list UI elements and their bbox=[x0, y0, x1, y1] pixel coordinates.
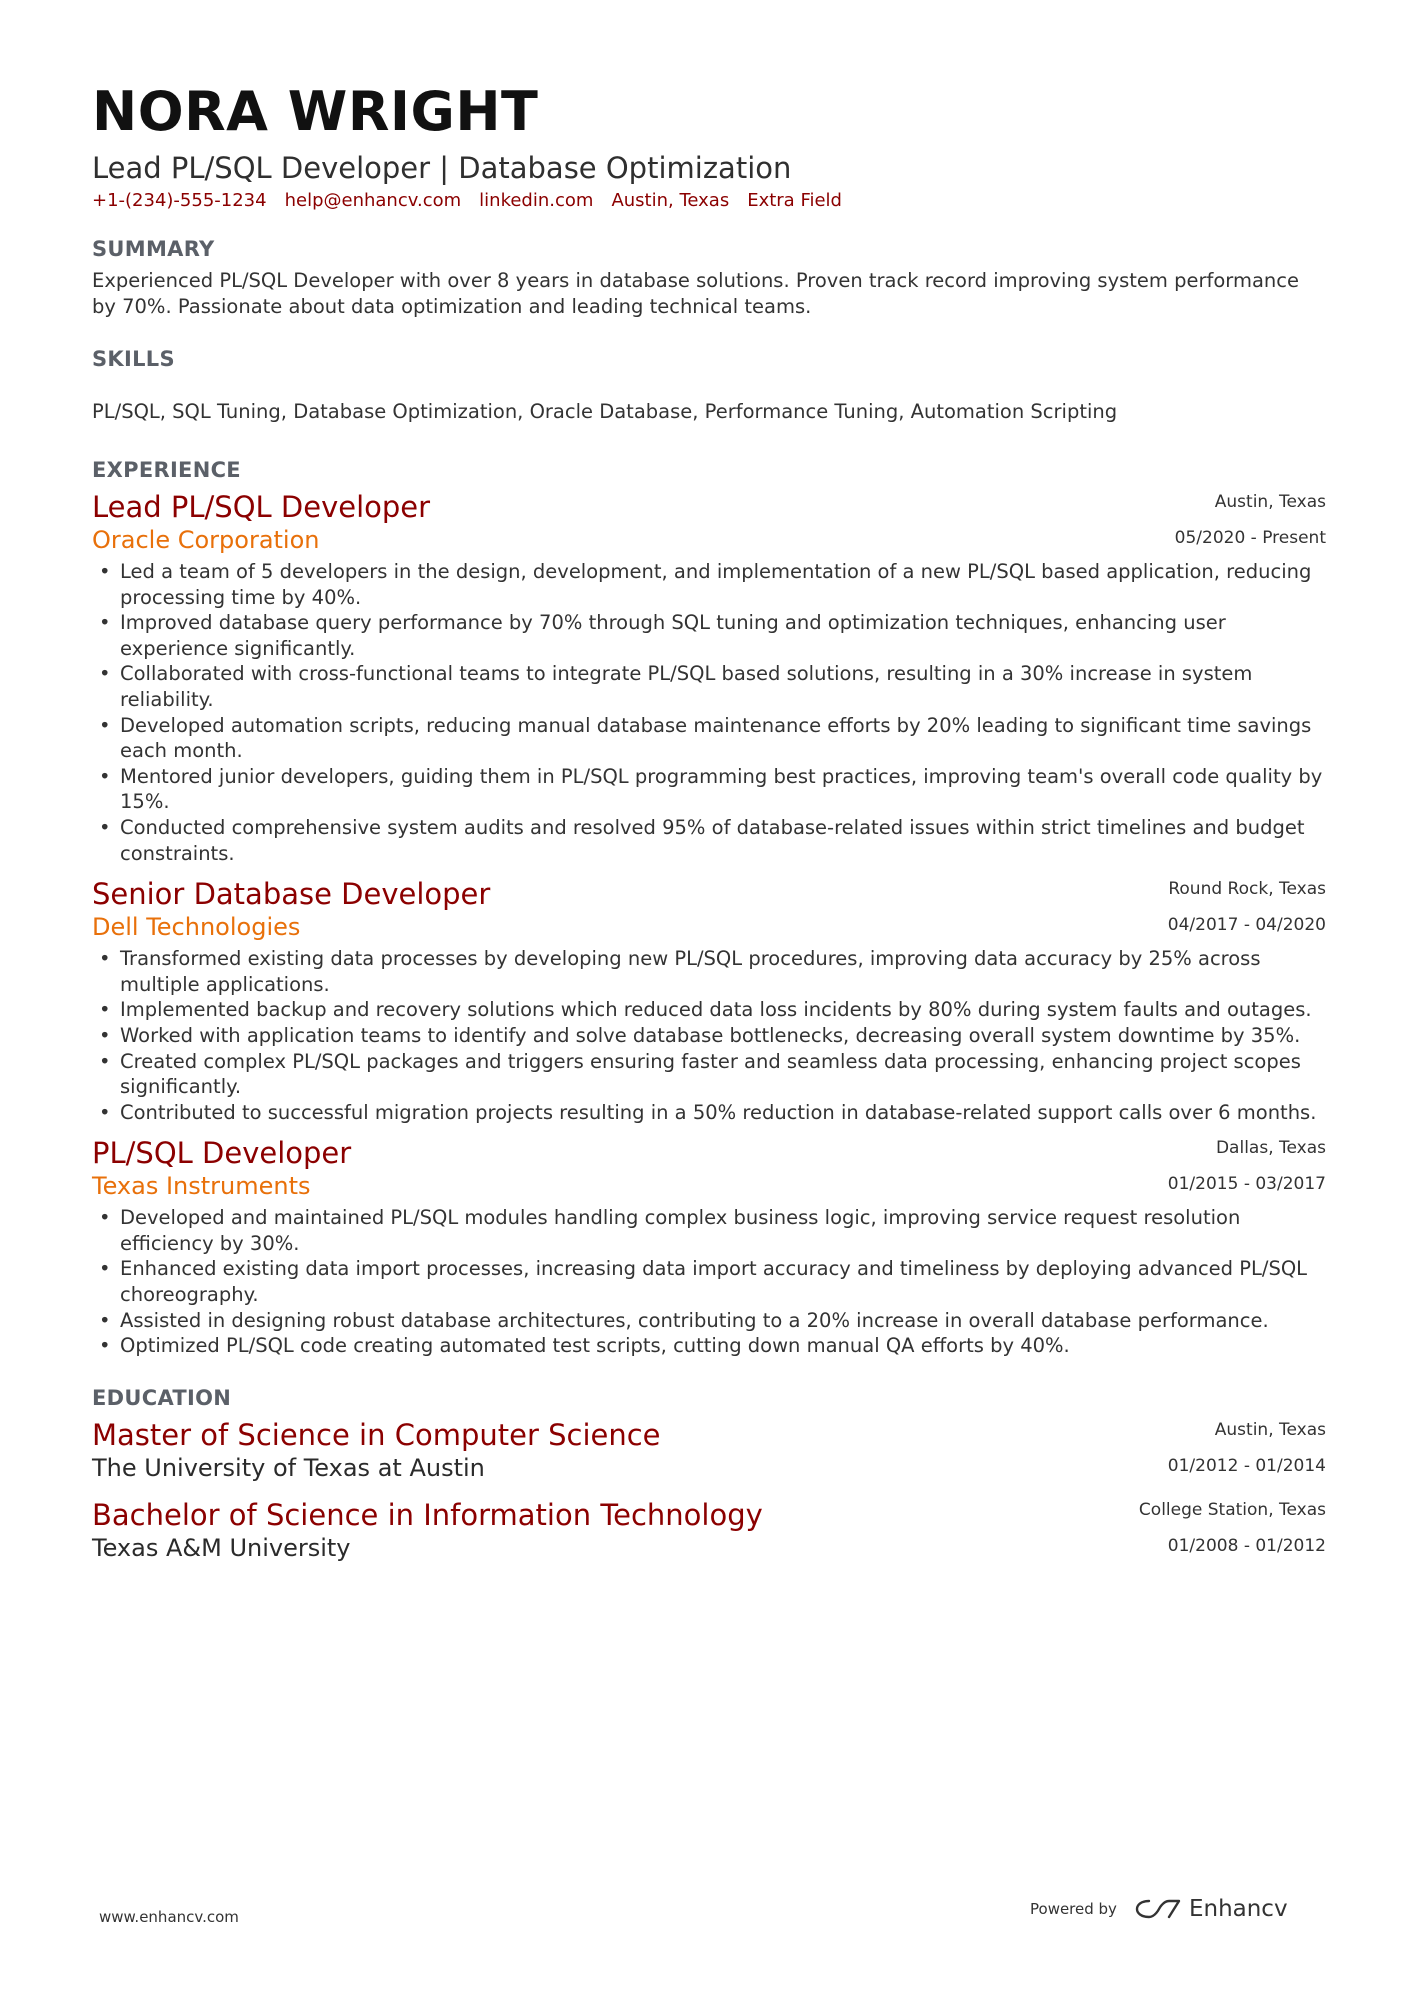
entry-header bbox=[92, 876, 1326, 942]
company-name: Oracle Corporation bbox=[92, 526, 320, 554]
section-title-education: EDUCATION bbox=[92, 1385, 232, 1410]
powered-by-label: Powered by bbox=[1030, 1900, 1117, 1918]
school-name: The University of Texas at Austin bbox=[92, 1453, 485, 1482]
bullet-item: • Contributed to successful migration projects resulting in a 50% reduction in database-related support calls over 6 months. bbox=[120, 1100, 1326, 1126]
entry-titles bbox=[92, 489, 430, 555]
bullet-item: • Led a team of 5 developers in the design, development, and implementation of a new PL/SQL based application, reducing processing time by 40%. bbox=[120, 559, 1326, 610]
entry-header bbox=[92, 1497, 1326, 1563]
company-name: Dell Technologies bbox=[92, 913, 301, 942]
contact-location: Austin, Texas bbox=[611, 190, 730, 211]
entry-header bbox=[92, 1417, 1326, 1483]
job-bullets bbox=[92, 946, 1326, 1125]
bullet-item: • Implemented backup and recovery solutions which reduced data loss incidents by 80% during system faults and outages. bbox=[120, 997, 1326, 1023]
job-location: Round Rock, Texas bbox=[1168, 879, 1326, 900]
summary-text: Experienced PL/SQL Developer with over 8 years in database solutions. Proven track record improving system performance by 70%. Passionate about data optimization and leading technical teams. bbox=[92, 269, 1299, 318]
school-location: College Station, Texas bbox=[1138, 1499, 1326, 1520]
job-location: Dallas, Texas bbox=[1215, 1138, 1326, 1159]
resume-page bbox=[92, 78, 1326, 1563]
entry-meta bbox=[1168, 876, 1326, 936]
footer-website[interactable]: www.enhancv.com bbox=[99, 1908, 239, 1926]
bullet-item: • Improved database query performance by 70% through SQL tuning and optimization techniques, enhancing user experience significantly. bbox=[120, 610, 1326, 661]
entry-meta bbox=[1168, 1135, 1326, 1195]
education-section bbox=[92, 1385, 1326, 1563]
job-title: Lead PL/SQL Developer bbox=[92, 490, 431, 524]
enhancv-logo-icon bbox=[1135, 1897, 1181, 1921]
summary-section bbox=[92, 236, 1326, 320]
headline: Lead PL/SQL Developer | Database Optimization bbox=[92, 151, 792, 185]
education-entry bbox=[92, 1417, 1326, 1483]
contact-email[interactable]: help@enhancv.com bbox=[284, 190, 462, 211]
school-dates: 01/2008 - 01/2012 bbox=[1167, 1535, 1326, 1556]
degree-title: Master of Science in Computer Science bbox=[92, 1417, 661, 1452]
school-name: Texas A&M University bbox=[92, 1533, 351, 1562]
education-entry bbox=[92, 1497, 1326, 1563]
school-location: Austin, Texas bbox=[1214, 1419, 1326, 1440]
bullet-item: • Developed automation scripts, reducing manual database maintenance efforts by 20% leading to significant time savings each month. bbox=[120, 713, 1326, 764]
bullet-item: • Enhanced existing data import processes, increasing data import accuracy and timeliness by deploying advanced PL/SQL choreography. bbox=[120, 1256, 1326, 1307]
entry-meta bbox=[1175, 489, 1326, 549]
bullet-item: • Conducted comprehensive system audits and resolved 95% of database-related issues within strict timelines and budget constraints. bbox=[120, 815, 1326, 866]
entry-titles bbox=[92, 1497, 763, 1563]
bullet-item: • Optimized PL/SQL code creating automated test scripts, cutting down manual QA efforts by 40%. bbox=[120, 1333, 1326, 1359]
brand-name: Enhancv bbox=[1188, 1896, 1288, 1922]
experience-section bbox=[92, 457, 1326, 1359]
entry-titles bbox=[92, 876, 490, 942]
section-title-summary: SUMMARY bbox=[92, 237, 215, 261]
job-title: PL/SQL Developer bbox=[92, 1136, 352, 1171]
skills-section bbox=[92, 346, 1326, 425]
experience-entry bbox=[92, 1135, 1326, 1359]
entry-meta bbox=[1168, 1417, 1326, 1477]
bullet-item: • Transformed existing data processes by developing new PL/SQL procedures, improving data accuracy by 25% across multiple applications. bbox=[120, 946, 1326, 997]
bullet-item: • Worked with application teams to identify and solve database bottlenecks, decreasing overall system downtime by 35%. bbox=[120, 1023, 1326, 1049]
entry-header bbox=[92, 1135, 1326, 1201]
footer-branding bbox=[1030, 1896, 1288, 1922]
contact-linkedin[interactable]: linkedin.com bbox=[479, 190, 594, 211]
bullet-item: • Mentored junior developers, guiding them in PL/SQL programming best practices, improving team's overall code quality by 15%. bbox=[120, 764, 1326, 815]
bullet-item: • Developed and maintained PL/SQL modules handling complex business logic, improving service request resolution efficiency by 30%. bbox=[120, 1205, 1326, 1256]
entry-meta bbox=[1139, 1497, 1326, 1557]
job-location: Austin, Texas bbox=[1214, 492, 1326, 512]
experience-entry bbox=[92, 489, 1326, 866]
bullet-item: • Created complex PL/SQL packages and triggers ensuring faster and seamless data processing, enhancing project scopes significantly. bbox=[120, 1049, 1326, 1100]
skills-text: PL/SQL, SQL Tuning, Database Optimization, Oracle Database, Performance Tuning, Automation Scripting bbox=[92, 400, 1118, 423]
contact-phone[interactable]: +1-(234)-555-1234 bbox=[92, 190, 267, 211]
brand-logo[interactable] bbox=[1135, 1896, 1288, 1922]
contact-extra: Extra Field bbox=[747, 190, 842, 211]
bullet-item: • Assisted in designing robust database architectures, contributing to a 20% increase in overall database performance. bbox=[120, 1308, 1326, 1334]
job-bullets bbox=[92, 559, 1326, 866]
entry-header bbox=[92, 489, 1326, 555]
school-dates: 01/2012 - 01/2014 bbox=[1167, 1455, 1326, 1476]
job-dates: 05/2020 - Present bbox=[1174, 528, 1326, 548]
experience-entry bbox=[92, 876, 1326, 1125]
section-title-skills: SKILLS bbox=[92, 347, 175, 371]
job-dates: 01/2015 - 03/2017 bbox=[1167, 1174, 1326, 1195]
job-bullets bbox=[92, 1205, 1326, 1359]
company-name: Texas Instruments bbox=[92, 1172, 311, 1201]
bullet-item: • Collaborated with cross-functional teams to integrate PL/SQL based solutions, resulting in a 30% increase in system reliability. bbox=[120, 661, 1326, 712]
entry-titles bbox=[92, 1417, 661, 1483]
job-title: Senior Database Developer bbox=[92, 877, 491, 912]
contact-bar bbox=[92, 190, 1326, 212]
section-title-experience: EXPERIENCE bbox=[92, 458, 241, 482]
degree-title: Bachelor of Science in Information Technology bbox=[92, 1497, 763, 1532]
job-dates: 04/2017 - 04/2020 bbox=[1167, 915, 1326, 936]
entry-titles bbox=[92, 1135, 351, 1201]
candidate-name: NORA WRIGHT bbox=[92, 80, 539, 143]
